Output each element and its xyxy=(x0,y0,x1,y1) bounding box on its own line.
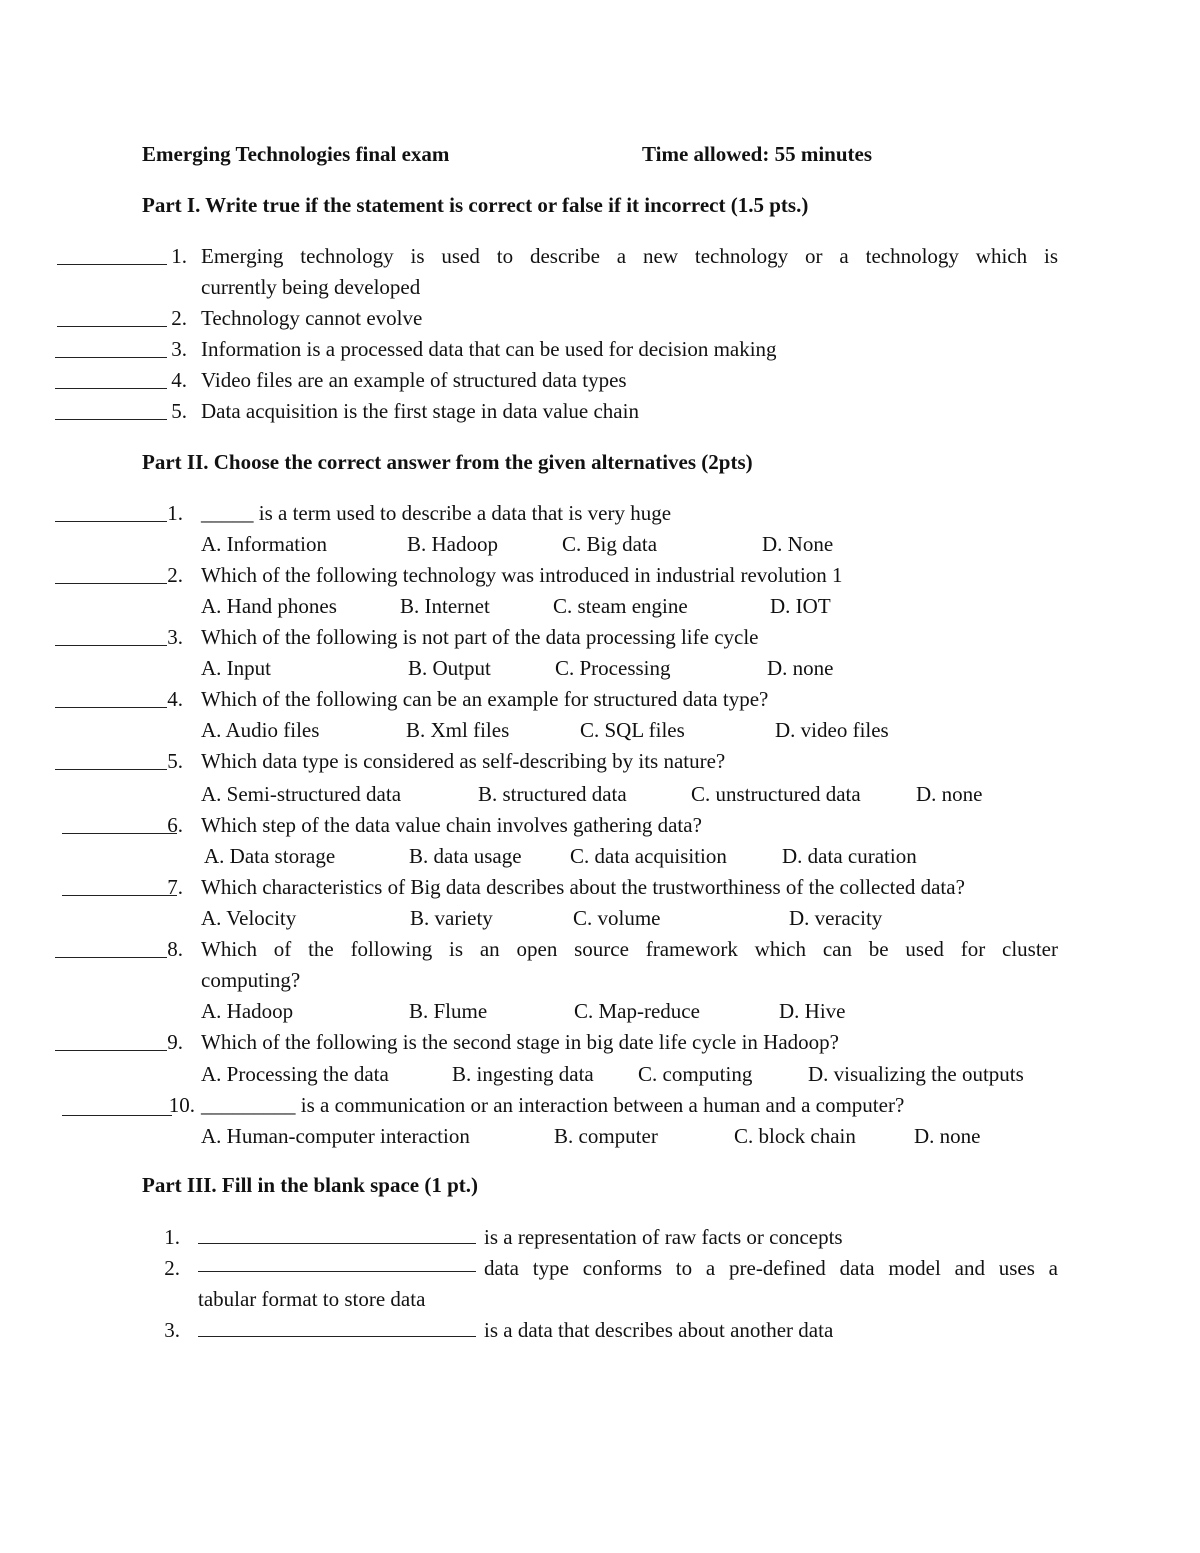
part1-item-5 xyxy=(0,396,1200,427)
part3-heading: Part III. Fill in the blank space (1 pt.) xyxy=(142,1173,479,1197)
part2-heading: Part II. Choose the correct answer from the given alternatives (2pts) xyxy=(142,450,753,474)
option-c[interactable]: C. steam engine xyxy=(553,594,688,618)
fill-text: is a data that describes about another data xyxy=(484,1318,834,1342)
option-d[interactable]: D. data curation xyxy=(782,844,917,868)
option-b[interactable]: B. Internet xyxy=(400,594,490,618)
option-d[interactable]: D. none xyxy=(914,1124,981,1148)
item-number: 3. xyxy=(164,1318,180,1342)
part2-options-10 xyxy=(0,1121,1200,1152)
option-d[interactable]: D. veracity xyxy=(789,906,883,930)
question-text: Video files are an example of structured data types xyxy=(201,368,627,392)
question-text: Information is a processed data that can be used for decision making xyxy=(201,337,777,361)
option-a[interactable]: A. Data storage xyxy=(204,844,336,868)
question-text: Technology cannot evolve xyxy=(201,306,423,330)
option-c[interactable]: C. data acquisition xyxy=(570,844,727,868)
part2-options-5 xyxy=(0,779,1200,810)
fill-text: is a representation of raw facts or concepts xyxy=(484,1225,843,1249)
fill-text-cont: tabular format to store data xyxy=(198,1287,426,1311)
part2-question-10 xyxy=(0,1090,1200,1121)
option-c[interactable]: C. Big data xyxy=(562,532,658,556)
option-d[interactable]: D. video files xyxy=(775,718,889,742)
item-number: 2. xyxy=(171,306,187,330)
part3-item-3 xyxy=(0,1315,1200,1346)
question-text-cont: currently being developed xyxy=(201,275,421,299)
question-text: Which of the following is not part of the data processing life cycle xyxy=(201,625,759,649)
item-number: 8. xyxy=(167,937,183,961)
item-number: 1. xyxy=(164,1225,180,1249)
item-number: 6. xyxy=(167,813,183,837)
item-number: 3. xyxy=(171,337,187,361)
question-text: Which of the following is the second stage in big date life cycle in Hadoop? xyxy=(201,1030,839,1054)
option-d[interactable]: D. visualizing the outputs xyxy=(808,1062,1024,1086)
part2-question-8 xyxy=(0,934,1200,965)
part2-question-2 xyxy=(0,560,1200,591)
option-a[interactable]: A. Semi-structured data xyxy=(201,782,402,806)
question-text: _____ is a term used to describe a data that is very huge xyxy=(201,501,672,525)
option-d[interactable]: D. none xyxy=(767,656,834,680)
part1-item-4 xyxy=(0,365,1200,396)
option-c[interactable]: C. volume xyxy=(573,906,661,930)
option-d[interactable]: D. None xyxy=(762,532,834,556)
option-a[interactable]: A. Audio files xyxy=(201,718,320,742)
fill-text: data type conforms to a pre-defined data model and uses a xyxy=(484,1256,1058,1280)
fill-blank-input[interactable] xyxy=(198,1253,476,1272)
part2-question-9 xyxy=(0,1027,1200,1058)
question-text: _________ is a communication or an interaction between a human and a computer? xyxy=(201,1093,905,1117)
option-a[interactable]: A. Hadoop xyxy=(201,999,294,1023)
option-d[interactable]: D. IOT xyxy=(770,594,831,618)
part3-item-2 xyxy=(0,1253,1200,1284)
fill-blank-input[interactable] xyxy=(198,1318,476,1337)
part2-options-3 xyxy=(0,653,1200,684)
part2-options-2 xyxy=(0,591,1200,622)
option-c[interactable]: C. SQL files xyxy=(580,718,685,742)
question-text: Data acquisition is the first stage in data value chain xyxy=(201,399,639,423)
part2-question-7 xyxy=(0,872,1200,903)
option-c[interactable]: C. computing xyxy=(638,1062,753,1086)
option-b[interactable]: B. ingesting data xyxy=(452,1062,594,1086)
item-number: 4. xyxy=(171,368,187,392)
part2-options-9 xyxy=(0,1059,1200,1090)
item-number: 1. xyxy=(167,501,183,525)
question-text-cont: computing? xyxy=(201,968,301,992)
part1-heading: Part I. Write true if the statement is correct or false if it incorrect (1.5 pts.) xyxy=(142,193,809,217)
question-text: Which step of the data value chain involves gathering data? xyxy=(201,813,702,837)
question-text: Which of the following is an open source framework which can be used for cluster xyxy=(201,937,1058,961)
part2-question-4 xyxy=(0,684,1200,715)
part3-item-2-cont xyxy=(0,1284,1200,1315)
option-a[interactable]: A. Human-computer interaction xyxy=(201,1124,470,1148)
option-a[interactable]: A. Input xyxy=(201,656,271,680)
item-number: 5. xyxy=(167,749,183,773)
part2-options-8 xyxy=(0,996,1200,1027)
option-d[interactable]: D. Hive xyxy=(779,999,846,1023)
item-number: 10. xyxy=(168,1093,195,1117)
item-number: 9. xyxy=(167,1030,183,1054)
part1-item-3 xyxy=(0,334,1200,365)
item-number: 3. xyxy=(167,625,183,649)
part1-item-2 xyxy=(0,303,1200,334)
option-d[interactable]: D. none xyxy=(916,782,983,806)
part2-question-5 xyxy=(0,746,1200,777)
option-a[interactable]: A. Hand phones xyxy=(201,594,337,618)
option-b[interactable]: B. Output xyxy=(408,656,491,680)
option-b[interactable]: B. variety xyxy=(410,906,493,930)
part1-item-1 xyxy=(0,241,1200,272)
part2-options-4 xyxy=(0,715,1200,746)
part2-options-7 xyxy=(0,903,1200,934)
time-allowed: Time allowed: 55 minutes xyxy=(642,142,873,166)
option-b[interactable]: B. Xml files xyxy=(406,718,510,742)
item-number: 2. xyxy=(164,1256,180,1280)
option-b[interactable]: B. computer xyxy=(554,1124,658,1148)
option-b[interactable]: B. structured data xyxy=(478,782,627,806)
question-text: Which of the following can be an example for structured data type? xyxy=(201,687,769,711)
part2-options-1 xyxy=(0,529,1200,560)
option-c[interactable]: C. unstructured data xyxy=(691,782,861,806)
part1-item-1-cont xyxy=(0,272,1200,303)
fill-line xyxy=(198,1222,1058,1253)
item-number: 4. xyxy=(167,687,183,711)
option-c[interactable]: C. Processing xyxy=(555,656,671,680)
part2-question-1 xyxy=(0,498,1200,529)
part2-options-6 xyxy=(0,841,1200,872)
option-c[interactable]: C. Map-reduce xyxy=(574,999,700,1023)
question-text: Emerging technology is used to describe a new technology or a technology which is xyxy=(201,244,1058,268)
option-c[interactable]: C. block chain xyxy=(734,1124,856,1148)
part2-question-8-cont xyxy=(0,965,1200,996)
question-text: Which of the following technology was introduced in industrial revolution 1 xyxy=(201,563,843,587)
fill-line xyxy=(198,1315,1058,1346)
item-number: 1. xyxy=(171,244,187,268)
option-a[interactable]: A. Information xyxy=(201,532,327,556)
option-a[interactable]: A. Processing the data xyxy=(201,1062,389,1086)
item-number: 2. xyxy=(167,563,183,587)
part3-item-1 xyxy=(0,1222,1200,1253)
exam-title: Emerging Technologies final exam xyxy=(142,142,450,166)
question-text: Which characteristics of Big data describes about the trustworthiness of the collected data? xyxy=(201,875,965,899)
item-number: 7. xyxy=(167,875,183,899)
option-b[interactable]: B. Flume xyxy=(409,999,488,1023)
question-text: Which data type is considered as self-describing by its nature? xyxy=(201,749,726,773)
option-a[interactable]: A. Velocity xyxy=(201,906,297,930)
fill-blank-input[interactable] xyxy=(198,1225,476,1244)
option-b[interactable]: B. Hadoop xyxy=(407,532,498,556)
item-number: 5. xyxy=(171,399,187,423)
part2-question-6 xyxy=(0,810,1200,841)
fill-line xyxy=(198,1253,1058,1284)
part2-question-3 xyxy=(0,622,1200,653)
option-b[interactable]: B. data usage xyxy=(409,844,522,868)
